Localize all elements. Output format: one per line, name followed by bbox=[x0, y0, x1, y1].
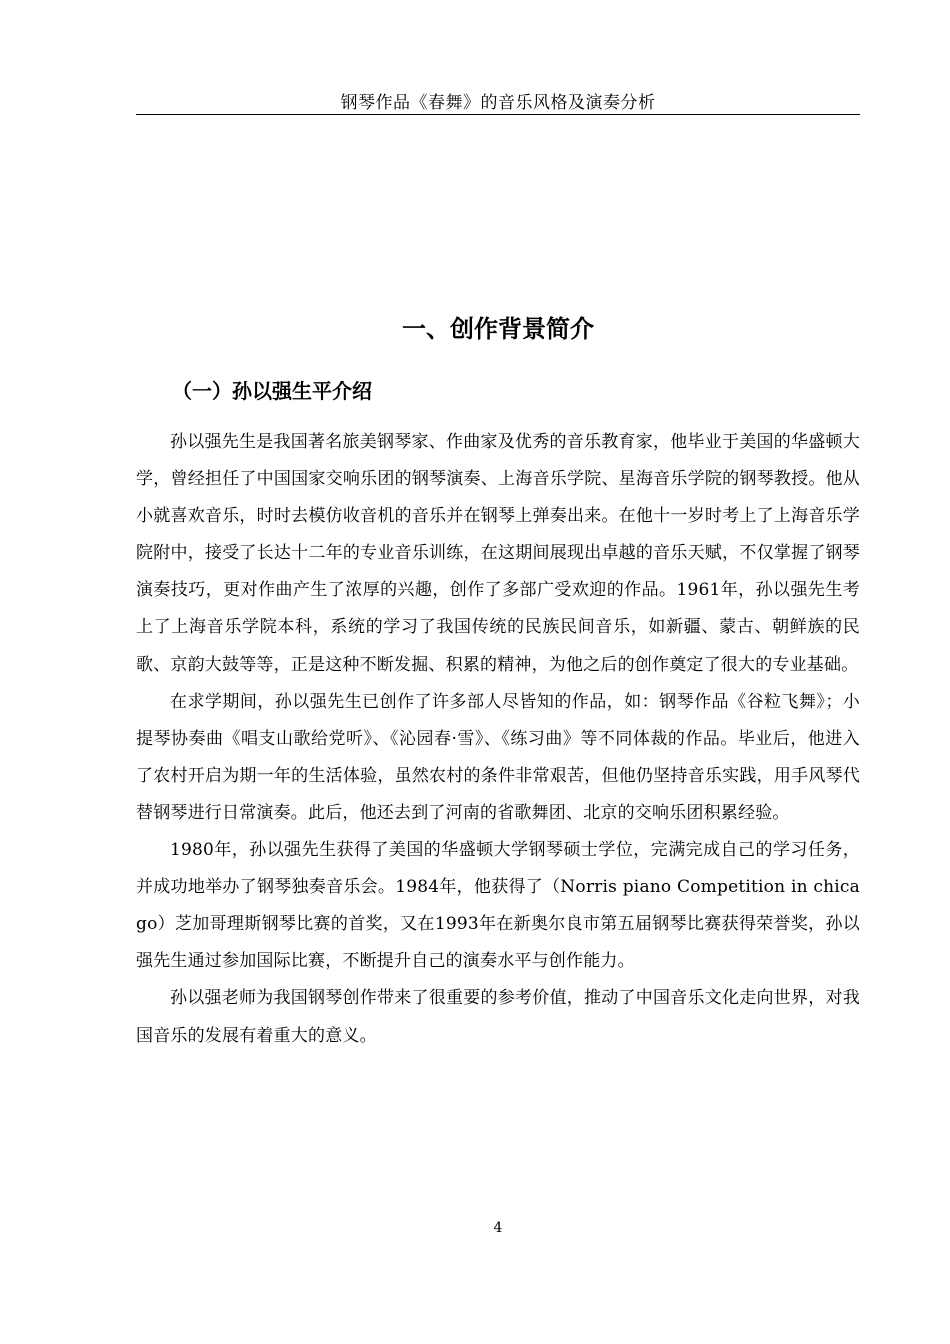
running-header-title: 钢琴作品《春舞》的音乐风格及演奏分析 bbox=[340, 93, 656, 113]
chapter-title: 一、创作背景简介 bbox=[402, 315, 594, 343]
paragraph-awards: 1980年，孙以强先生获得了美国的华盛顿大学钢琴硕士学位，完满完成自己的学习任务，并成功地举办了钢琴独奏音乐会。1984年，他获得了（Norris piano Competition in chicago）芝加哥理斯钢琴比赛的首奖，又在1993年在新奥尔良市第五届钢琴比赛获得荣誉奖，孙以强先生通过参加国际比赛，不断提升自己的演奏水平与创作能力。 bbox=[136, 840, 860, 972]
section-title: （一）孙以强生平介绍 bbox=[172, 379, 372, 403]
paragraph-biography: 孙以强先生是我国著名旅美钢琴家、作曲家及优秀的音乐教育家，他毕业于美国的华盛顿大学，曾经担任了中国国家交响乐团的钢琴演奏、上海音乐学院、星海音乐学院的钢琴教授。他从小就喜欢音乐，时时去模仿收音机的音乐并在钢琴上弹奏出来。在他十一岁时考上了上海音乐学院附中，接受了长达十二年的专业音乐训练，在这期间展现出卓越的音乐天赋，不仅掌握了钢琴演奏技巧，更对作曲产生了浓厚的兴趣，创作了多部广受欢迎的作品。1961年，孙以强先生考上了上海音乐学院本科，系统的学习了我国传统的民族民间音乐，如新疆、蒙古、朝鲜族的民歌、京韵大鼓等等，正是这种不断发掘、积累的精神，为他之后的创作奠定了很大的专业基础。 bbox=[136, 432, 860, 675]
header-divider bbox=[136, 114, 860, 115]
body-text bbox=[136, 424, 860, 1055]
paragraph-significance: 孙以强老师为我国钢琴创作带来了很重要的参考价值，推动了中国音乐文化走向世界，对我国音乐的发展有着重大的意义。 bbox=[136, 988, 860, 1046]
paragraph-student-works: 在求学期间，孙以强先生已创作了许多部人尽皆知的作品，如：钢琴作品《谷粒飞舞》；小提琴协奏曲《唱支山歌给党听》、《沁园春·雪》、《练习曲》等不同体裁的作品。毕业后，他进入了农村开启为期一年的生活体验，虽然农村的条件非常艰苦，但他仍坚持音乐实践，用手风琴代替钢琴进行日常演奏。此后，他还去到了河南的省歌舞团、北京的交响乐团积累经验。 bbox=[136, 691, 860, 823]
page-number: 4 bbox=[493, 1220, 503, 1236]
